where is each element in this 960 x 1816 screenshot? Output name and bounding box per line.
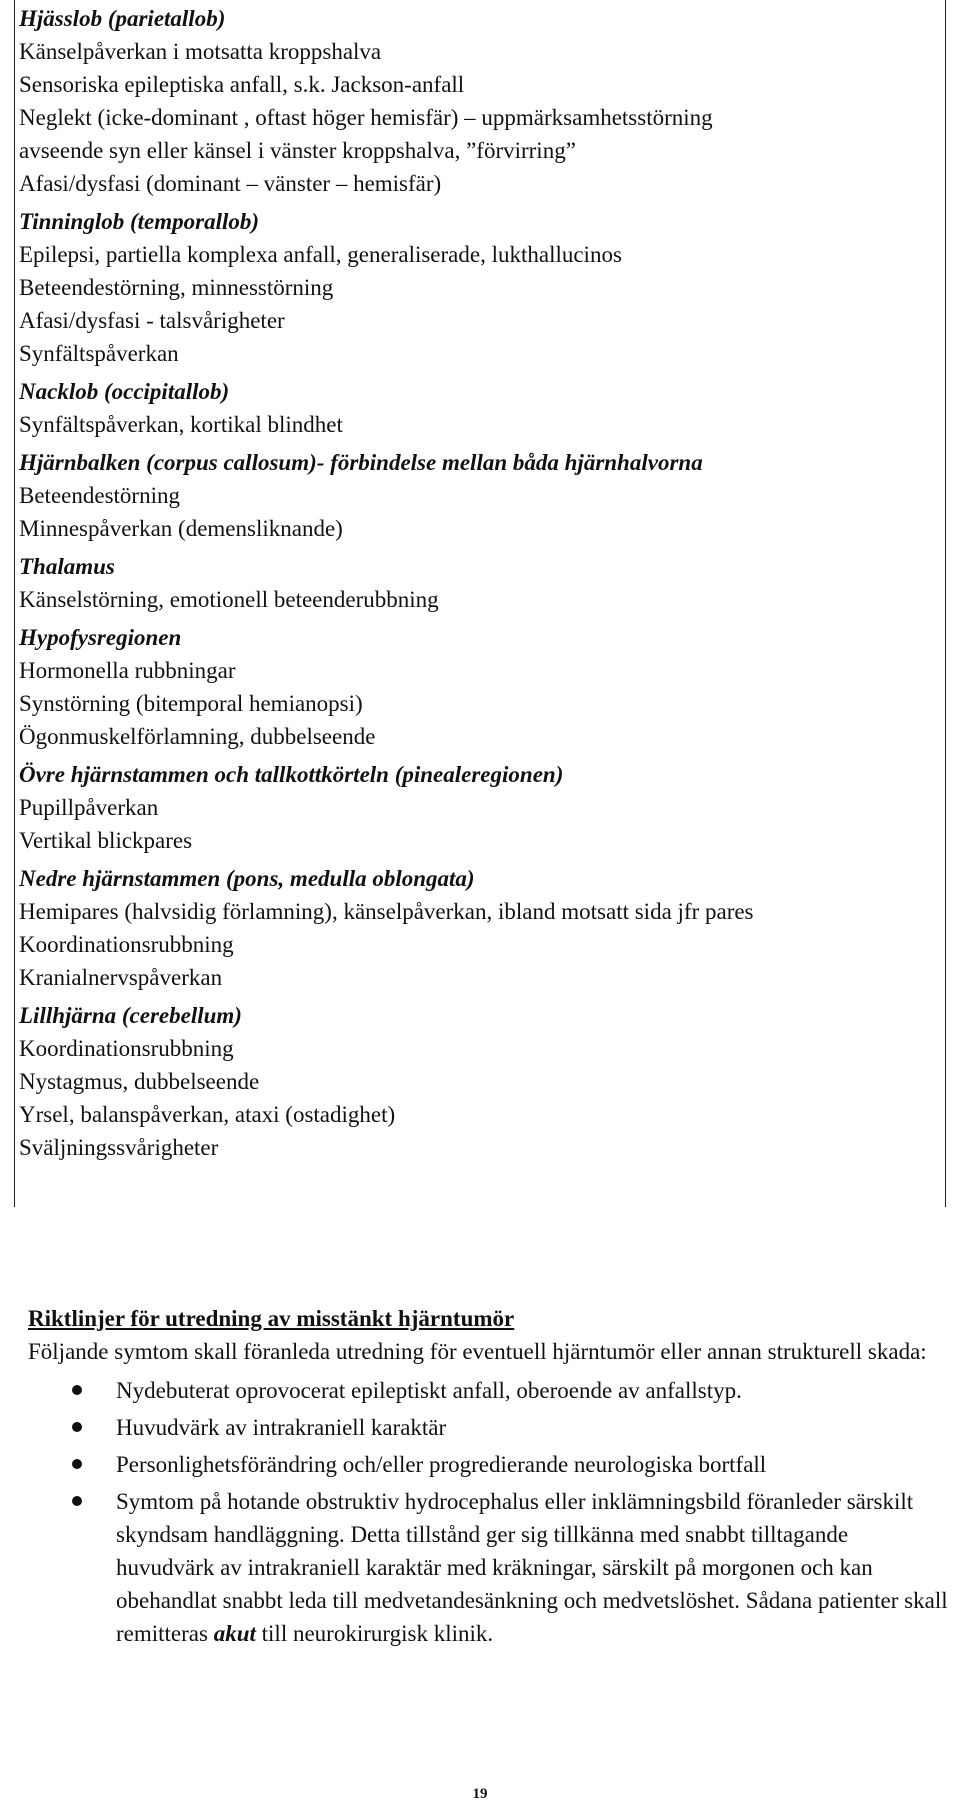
section-heading: Tinninglob (temporallob)	[19, 209, 260, 234]
section-line: Vertikal blickpares	[19, 828, 193, 853]
section-line: Pupillpåverkan	[19, 795, 159, 820]
bullet-text: Personlighetsförändring och/eller progredierande neurologiska bortfall	[116, 1452, 767, 1477]
section-line: Ögonmuskelförlamning, dubbelseende	[19, 724, 376, 749]
sections-list	[15, 0, 945, 1164]
bullet-item	[28, 1411, 948, 1444]
section-heading: Hjässlob (parietallob)	[19, 6, 226, 31]
guidelines-section	[28, 1302, 948, 1654]
bullet-item	[28, 1485, 948, 1650]
bullet-icon	[72, 1422, 82, 1432]
section-line: Synfältspåverkan, kortikal blindhet	[19, 412, 343, 437]
section-line: Beteendestörning	[19, 483, 180, 508]
section-line: Sensoriska epileptiska anfall, s.k. Jackson-anfall	[19, 72, 465, 97]
bullet-text: Symtom på hotande obstruktiv hydrocephalus eller inklämningsbild föranleder särskilt skyndsam handläggning. Detta tillstånd ger sig tillkänna med snabbt tilltagande huvudvärk av intrakraniell karaktär med kräkningar, särskilt på morgonen och kan obehandlat snabbt leda till medvetandesänkning och medvetslöshet. Sådana patienter skall remitteras	[116, 1489, 948, 1646]
section-line: Minnespåverkan (demensliknande)	[19, 516, 343, 541]
section-line: Synfältspåverkan	[19, 341, 179, 366]
bullet-text-end: till neurokirurgisk klinik.	[261, 1621, 494, 1646]
bullet-icon	[72, 1496, 82, 1506]
section-line: Epilepsi, partiella komplexa anfall, generaliserade, lukthallucinos	[19, 242, 622, 267]
bullet-item	[28, 1374, 948, 1407]
bullet-icon	[72, 1459, 82, 1469]
section-line: avseende syn eller känsel i vänster kroppshalva, ”förvirring”	[19, 138, 576, 163]
section-heading: Nedre hjärnstammen (pons, medulla oblongata)	[19, 866, 475, 891]
section-heading: Övre hjärnstammen och tallkottkörteln (pinealeregionen)	[19, 762, 564, 787]
section-heading: Hypofysregionen	[19, 625, 182, 650]
section-heading: Hjärnbalken (corpus callosum)- förbindelse mellan båda hjärnhalvorna	[19, 450, 703, 475]
section-line: Neglekt (icke-dominant , oftast höger hemisfär) – uppmärksamhetsstörning	[19, 105, 713, 130]
section-line: Hormonella rubbningar	[19, 658, 236, 683]
page-number: 19	[472, 1786, 488, 1802]
section-line: Koordinationsrubbning	[19, 1036, 234, 1061]
section-heading: Lillhjärna (cerebellum)	[19, 1003, 242, 1028]
section-line: Kranialnervspåverkan	[19, 965, 223, 990]
guidelines-bullet-list	[28, 1374, 948, 1650]
section-line: Afasi/dysfasi (dominant – vänster – hemisfär)	[19, 171, 442, 196]
bullet-item	[28, 1448, 948, 1481]
section-line: Känselstörning, emotionell beteenderubbning	[19, 587, 439, 612]
section-line: Synstörning (bitemporal hemianopsi)	[19, 691, 363, 716]
bullet-text: Nydebuterat oprovocerat epileptiskt anfall, oberoende av anfallstyp.	[116, 1378, 742, 1403]
bullet-text: Huvudvärk av intrakraniell karaktär	[116, 1415, 447, 1440]
section-line: Nystagmus, dubbelseende	[19, 1069, 260, 1094]
section-line: Koordinationsrubbning	[19, 932, 234, 957]
section-line: Beteendestörning, minnesstörning	[19, 275, 334, 300]
emphasis-text: akut	[213, 1621, 256, 1646]
section-line: Yrsel, balanspåverkan, ataxi (ostadighet)	[19, 1102, 396, 1127]
guidelines-title: Riktlinjer för utredning av misstänkt hjärntumör	[28, 1306, 515, 1331]
section-line: Hemipares (halvsidig förlamning), känselpåverkan, ibland motsatt sida jfr pares	[19, 899, 754, 924]
section-line: Sväljningssvårigheter	[19, 1135, 219, 1160]
section-heading: Nacklob (occipitallob)	[19, 379, 230, 404]
section-heading: Thalamus	[19, 554, 115, 579]
section-line: Känselpåverkan i motsatta kroppshalva	[19, 39, 382, 64]
bullet-icon	[72, 1385, 82, 1395]
section-line: Afasi/dysfasi - talsvårigheter	[19, 308, 285, 333]
guidelines-intro: Följande symtom skall föranleda utredning för eventuell hjärntumör eller annan strukturell skada:	[28, 1339, 927, 1364]
symptom-box	[14, 0, 946, 1207]
